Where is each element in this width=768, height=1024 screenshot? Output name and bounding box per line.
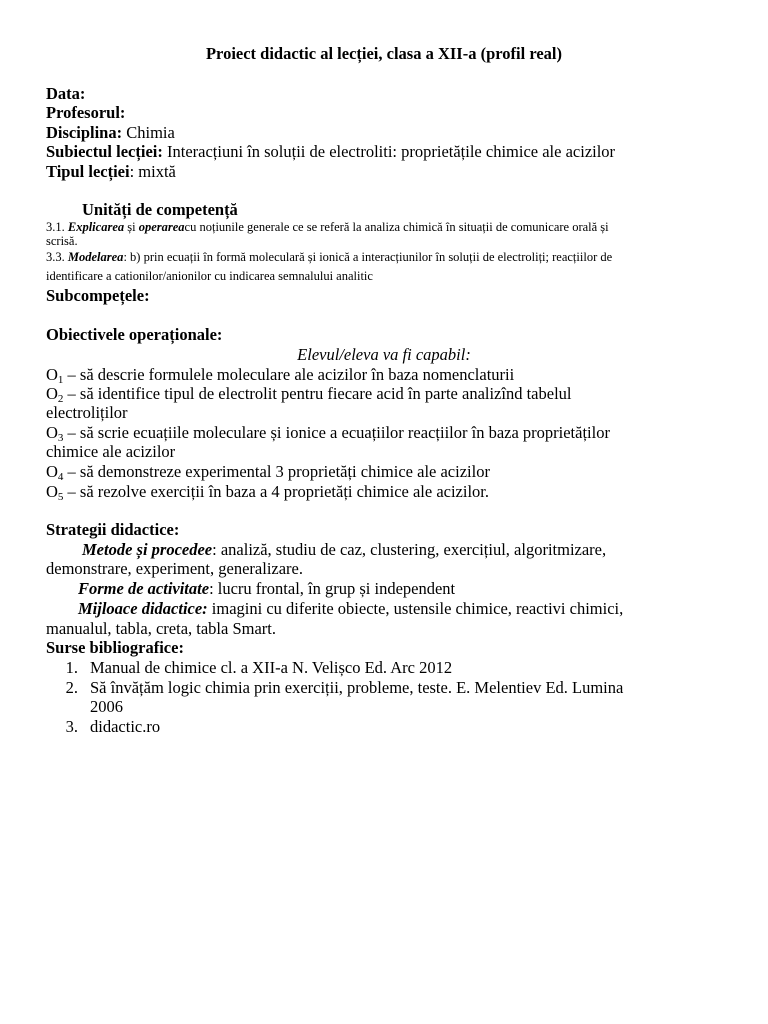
objective-index: 2 — [57, 393, 64, 405]
competenta-number: 3.1. — [46, 220, 68, 234]
metode-text: : analiză, studiu de caz, clustering, exercițiul, algoritmizare, — [212, 540, 607, 559]
objective-index: 4 — [57, 471, 64, 483]
subiect-value: Interacțiuni în soluții de electroliti: proprietățile chimice ale acizilor — [162, 142, 616, 161]
mijloace-line — [78, 599, 623, 618]
objective-o3 — [46, 423, 610, 442]
objective-letter: O — [46, 384, 58, 403]
mijloace-cont: manualul, tabla, creta, tabla Smart. — [46, 619, 276, 638]
competenta-text: cu noțiunile generale ce se referă la analiza chimică în situații de comunicare orală și — [184, 220, 609, 234]
metode-line — [82, 540, 606, 559]
competenta-3-1 — [46, 219, 609, 235]
mijloace-text: imagini cu diferite obiecte, ustensile chimice, reactivi chimici, — [207, 599, 624, 618]
objective-o1 — [46, 365, 514, 384]
forme-line — [78, 579, 455, 598]
page-title: Proiect didactic al lecției, clasa a XII-a (profil real) — [205, 44, 563, 63]
competente-heading: Unități de competență — [82, 200, 238, 219]
competenta-conjunction: și — [124, 220, 139, 234]
data-label: Data: — [46, 84, 86, 103]
list-item-number: 1. — [65, 658, 78, 677]
objective-text: – să identifice tipul de electrolit pentru fiecare acid în parte analizînd tabelul — [63, 384, 572, 403]
list-item — [44, 658, 452, 677]
objective-index: 3 — [57, 432, 64, 444]
objective-text: – să rezolve exerciții în baza a 4 proprietăți chimice ale acizilor. — [63, 482, 490, 501]
tipul-value: : mixtă — [129, 162, 176, 181]
competenta-3-3 — [46, 249, 612, 265]
list-item — [44, 717, 160, 736]
objective-o4 — [46, 462, 490, 481]
competenta-3-1-cont: scrisă. — [46, 234, 78, 248]
objective-letter: O — [46, 462, 58, 481]
objective-index: 5 — [57, 491, 64, 503]
strategii-heading: Strategii didactice: — [46, 520, 180, 539]
objective-o2-cont: electroliților — [46, 403, 128, 422]
mijloace-label: Mijloace didactice: — [78, 599, 208, 618]
objective-o5 — [46, 482, 489, 501]
list-item-number: 3. — [65, 717, 78, 736]
objective-text: – să demonstreze experimental 3 proprietăți chimice ale acizilor — [63, 462, 490, 481]
objective-letter: O — [46, 423, 58, 442]
list-item-text: Să învățăm logic chimia prin exerciții, probleme, teste. E. Melentiev Ed. Lumina — [90, 678, 624, 697]
objective-o2 — [46, 384, 572, 403]
list-item-number: 2. — [65, 678, 78, 697]
surse-heading: Surse bibliografice: — [46, 638, 184, 657]
list-item — [44, 678, 623, 697]
competenta-keyword: Explicarea — [67, 220, 125, 234]
objective-letter: O — [46, 482, 58, 501]
list-item-text: didactic.ro — [90, 717, 161, 736]
metode-label: Metode și procedee — [82, 540, 213, 559]
subiect-line — [46, 142, 615, 161]
subcompetente-label: Subcompețele: — [46, 286, 150, 305]
objective-text: – să scrie ecuațiile moleculare și ionice a ecuațiilor reacțiilor în baza proprietăților — [63, 423, 610, 442]
forme-text: : lucru frontal, în grup și independent — [209, 579, 456, 598]
tipul-line — [46, 162, 176, 181]
competenta-keyword: Modelarea — [67, 250, 124, 264]
competenta-text: : b) prin ecuații în formă moleculară și ionică a interacțiunilor în soluții de electroliți; reacțiilor de — [123, 250, 613, 264]
competenta-number: 3.3. — [46, 250, 68, 264]
disciplina-line — [46, 123, 175, 142]
objective-letter: O — [46, 365, 58, 384]
objective-o3-cont: chimice ale acizilor — [46, 442, 176, 461]
list-item-text: Manual de chimice cl. a XII-a N. Velișco Ed. Arc 2012 — [90, 658, 453, 677]
disciplina-value: Chimia — [122, 123, 175, 142]
metode-cont: demonstrare, experiment, generalizare. — [46, 559, 303, 578]
tipul-label: Tipul lecției — [46, 162, 130, 181]
list-item-cont: 2006 — [90, 697, 123, 716]
profesor-label: Profesorul: — [46, 103, 126, 122]
subiect-label: Subiectul lecției: — [46, 142, 163, 161]
competenta-keyword: operarea — [138, 220, 185, 234]
disciplina-label: Disciplina: — [46, 123, 123, 142]
obiective-intro: Elevul/eleva va fi capabil: — [297, 345, 471, 364]
competenta-3-3-cont: identificare a cationilor/anionilor cu indicarea semnalului analitic — [46, 269, 373, 283]
objective-index: 1 — [57, 374, 64, 386]
objective-text: – să descrie formulele moleculare ale acizilor în baza nomenclaturii — [63, 365, 515, 384]
forme-label: Forme de activitate — [78, 579, 210, 598]
obiective-heading: Obiectivele operaționale: — [46, 325, 223, 344]
